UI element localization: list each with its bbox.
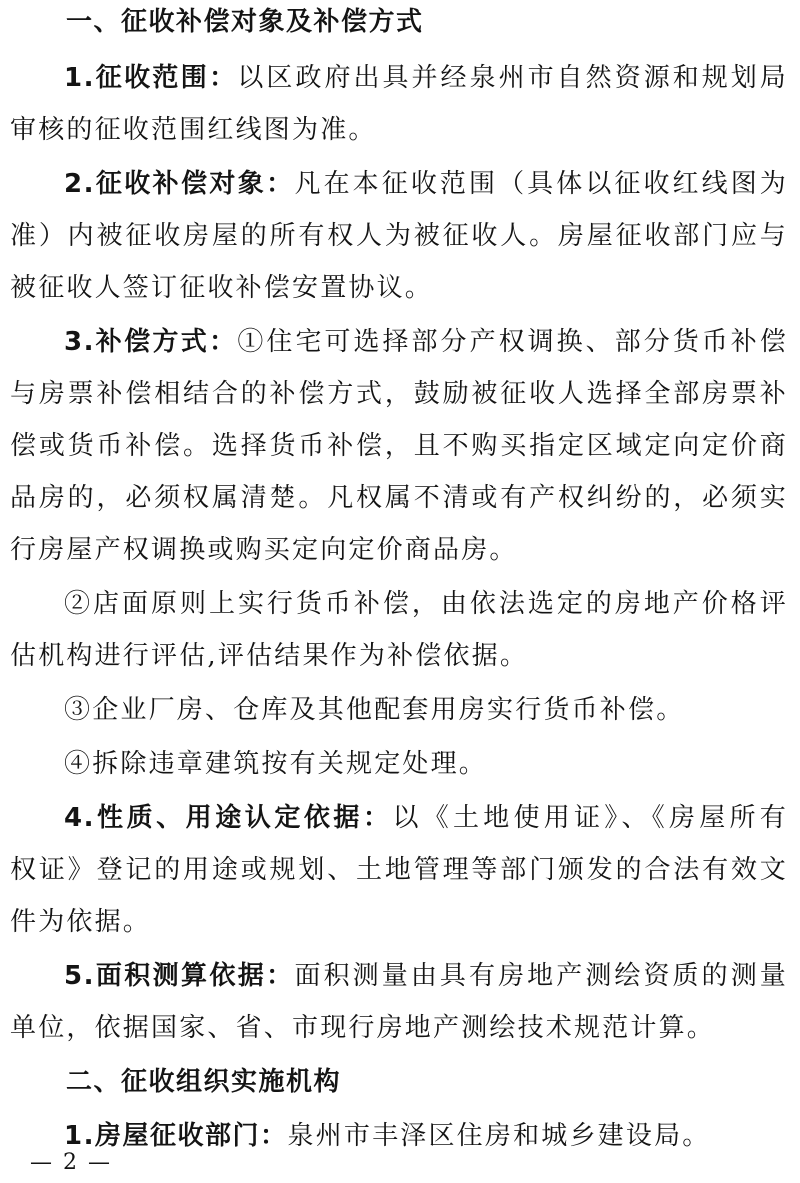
item-4-text-1: 以《土地使用证》、《房屋所有	[392, 803, 788, 833]
item-1-line-1	[0, 52, 800, 104]
item-1-line-2: 审核的征收范围红线图为准。	[10, 115, 377, 145]
item-2-line-2: 准）内被征收房屋的所有权人为被征收人。房屋征收部门应与	[10, 221, 788, 251]
item-4-title: 4.性质、用途认定依据：	[64, 803, 393, 833]
item-1-title: 1.征收范围：	[64, 63, 238, 93]
section-2-heading: 二、征收组织实施机构	[66, 1067, 342, 1097]
item-3-line-1	[0, 316, 800, 368]
item-3-sub-2-line-2: 估机构进行评估,评估结果作为补偿依据。	[10, 641, 529, 671]
item-3-line-4: 品房的，必须权属清楚。凡权属不清或有产权纠纷的，必须实	[10, 483, 788, 513]
section-2-item-1-line	[0, 1110, 800, 1162]
item-5-line-1	[0, 950, 800, 1002]
item-2-line-3: 被征收人签订征收补偿安置协议。	[10, 273, 434, 303]
item-5-title: 5.面积测算依据：	[64, 961, 295, 991]
section-2-item-1-text: 泉州市丰泽区住房和城乡建设局。	[287, 1121, 711, 1151]
item-3-sub-3: ③企业厂房、仓库及其他配套用房实行货币补偿。	[64, 695, 685, 725]
item-4-line-2: 权证》登记的用途或规划、土地管理等部门颁发的合法有效文	[10, 855, 788, 885]
item-3-title: 3.补偿方式：	[64, 327, 238, 357]
item-2-text-1: 凡在本征收范围（具体以征收红线图为	[294, 169, 788, 199]
item-3-text-1: ①住宅可选择部分产权调换、部分货币补偿	[237, 327, 788, 357]
item-3-sub-2-line-1: ②店面原则上实行货币补偿，由依法选定的房地产价格评	[64, 589, 788, 619]
section-2-item-1-title: 1.房屋征收部门：	[64, 1121, 288, 1151]
item-4-line-3: 件为依据。	[10, 907, 152, 937]
item-2-line-1	[0, 158, 800, 210]
item-4-line-1	[0, 792, 800, 844]
item-3-line-5: 行房屋产权调换或购买定向定价商品房。	[10, 535, 518, 565]
item-3-line-3: 偿或货币补偿。选择货币补偿，且不购买指定区域定向定价商	[10, 431, 788, 461]
item-1-text-1: 以区政府出具并经泉州市自然资源和规划局	[237, 63, 788, 93]
item-3-line-2: 与房票补偿相结合的补偿方式，鼓励被征收人选择全部房票补	[10, 379, 788, 409]
page-number: — 2 —	[30, 1150, 112, 1175]
item-5-text-1: 面积测量由具有房地产测绘资质的测量	[294, 961, 788, 991]
item-5-line-2: 单位，依据国家、省、市现行房地产测绘技术规范计算。	[10, 1013, 716, 1043]
item-3-sub-4: ④拆除违章建筑按有关规定处理。	[64, 749, 488, 779]
item-2-title: 2.征收补偿对象：	[64, 169, 295, 199]
section-1-heading: 一、征收补偿对象及补偿方式	[66, 7, 424, 37]
